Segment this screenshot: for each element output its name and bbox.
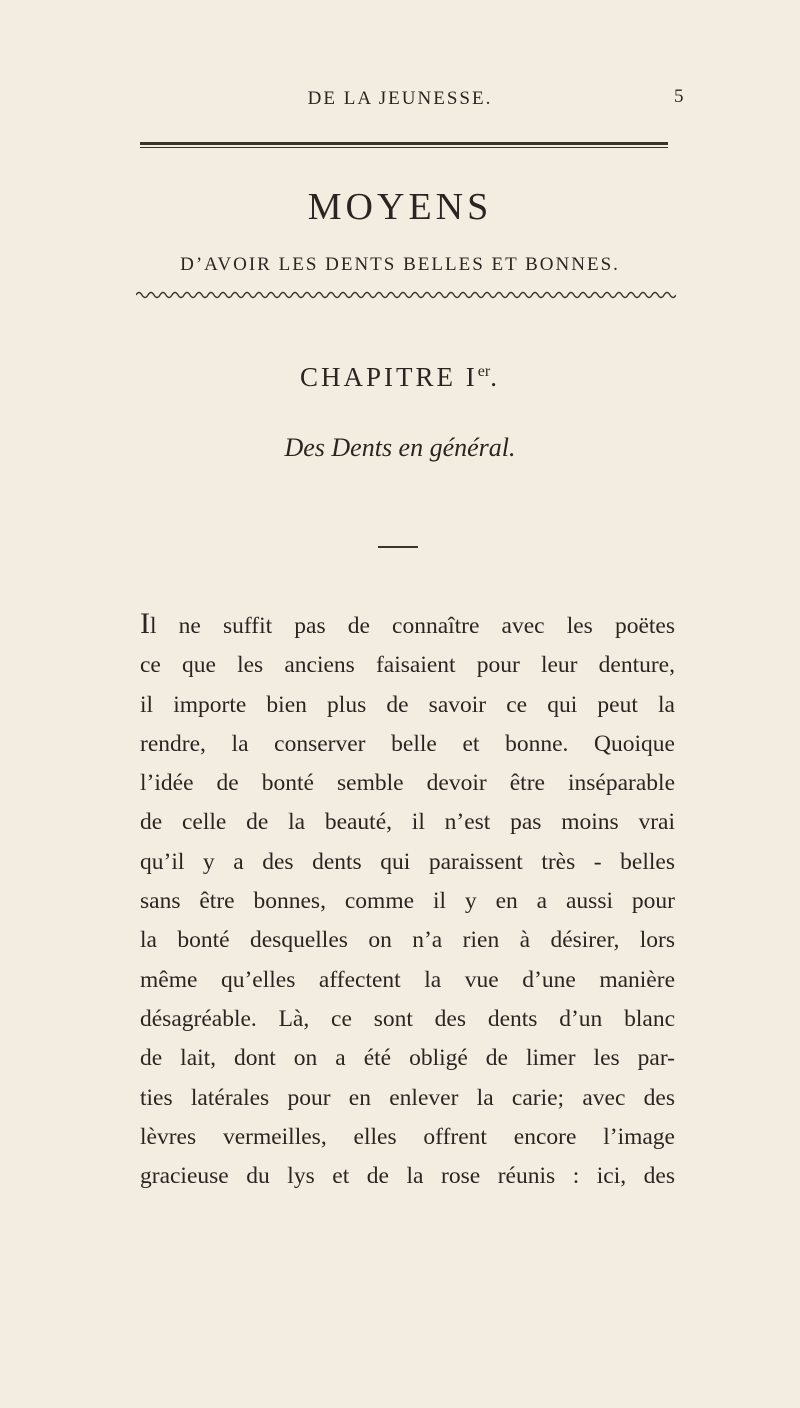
body-line-11: de lait, dont on a été obligé de limer les par- bbox=[140, 1045, 675, 1072]
chapter-label: CHAPITRE I bbox=[300, 362, 478, 392]
drop-cap: I bbox=[140, 607, 150, 640]
body-line-1: ce que les anciens faisaient pour leur denture, bbox=[140, 652, 675, 679]
header-rule-thin bbox=[140, 147, 668, 148]
body-line-7: sans être bonnes, comme il y en a aussi pour bbox=[140, 888, 675, 915]
body-paragraph bbox=[140, 604, 675, 1196]
title-subtitle: D’AVOIR LES DENTS BELLES ET BONNES. bbox=[180, 254, 620, 275]
body-line-9: même qu’elles affectent la vue d’une manière bbox=[140, 966, 675, 993]
running-head: DE LA JEUNESSE. bbox=[307, 88, 493, 109]
chapter-label-end: . bbox=[490, 362, 500, 392]
body-line-12: ties latérales pour en enlever la carie; avec des bbox=[140, 1084, 675, 1111]
body-line-6: qu’il y a des dents qui paraissent très - belles bbox=[140, 848, 675, 875]
body-line-3: rendre, la conserver belle et bonne. Quoique bbox=[140, 730, 675, 757]
body-line-13: lèvres vermeilles, elles offrent encore l’image bbox=[140, 1123, 675, 1150]
body-line-8: la bonté desquelles on n’a rien à désirer, lors bbox=[140, 927, 675, 954]
body-line-14: gracieuse du lys et de la rose réunis : ici, des bbox=[140, 1163, 675, 1190]
main-title: MOYENS bbox=[307, 186, 493, 228]
body-line-2: il importe bien plus de savoir ce qui peut la bbox=[140, 691, 675, 718]
chapter-subtitle: Des Dents en général. bbox=[284, 433, 516, 462]
section-divider bbox=[378, 546, 418, 548]
body-line-10: désagréable. Là, ce sont des dents d’un blanc bbox=[140, 1005, 675, 1032]
chapter-heading bbox=[0, 362, 800, 393]
body-line-4: l’idée de bonté semble devoir être inséparable bbox=[140, 770, 675, 797]
body-line-0-text: l ne suffit pas de connaître avec les poëtes bbox=[150, 613, 675, 639]
chapter-label-superscript: er bbox=[477, 363, 491, 380]
body-line-5: de celle de la beauté, il n’est pas moins vrai bbox=[140, 809, 675, 836]
wavy-ornamental-rule bbox=[136, 290, 676, 300]
body-line-0 bbox=[140, 604, 675, 646]
header-rule-thick bbox=[140, 142, 668, 145]
page-number: 5 bbox=[674, 86, 684, 107]
